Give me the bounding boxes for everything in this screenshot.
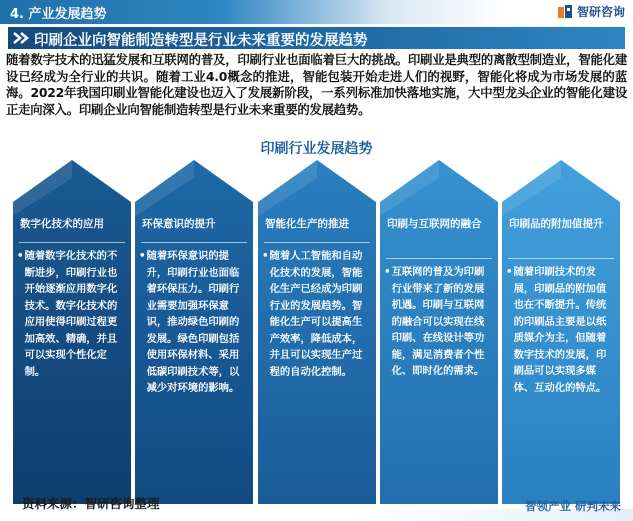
double-chevron-icon — [12, 31, 30, 45]
card-text: 随着人工智能和自动化技术的发展，智能化生产已经成为印刷行业的发展趋势。智能化生产可以提高生产效率，降低成本，并且可以实现生产过程的自动化控制。 — [269, 250, 363, 378]
card-body — [384, 264, 494, 380]
card-divider — [264, 242, 370, 243]
card-text: 随着数字化技术的不断进步，印刷行业也开始逐渐应用数字化技术。数字化技术的应用使得印刷过程更加高效、精确，并且可以实现个性化定制。 — [24, 250, 118, 378]
logo-text: 智研咨询 — [576, 5, 625, 19]
logo-icon — [557, 4, 573, 20]
bullet-icon: • — [384, 266, 391, 278]
card-title: 印刷品的附加值提升 — [509, 218, 604, 230]
card-body — [506, 264, 616, 396]
source-note: 资料来源：智研咨询整理 — [22, 496, 160, 511]
footer-slogan: 智领产业 研判未来 — [524, 499, 621, 513]
card-title: 环保意识的提升 — [142, 218, 216, 230]
bullet-icon: • — [139, 250, 146, 262]
section-title: 4. 产业发展趋势 — [10, 7, 107, 22]
card-title: 智能化生产的推进 — [265, 218, 349, 230]
card-body — [17, 248, 127, 380]
trend-card — [502, 158, 620, 504]
bullet-icon: • — [17, 250, 24, 262]
card-divider — [141, 242, 247, 243]
trend-card — [13, 158, 131, 504]
card-divider — [508, 258, 614, 259]
brand-logo — [557, 3, 625, 20]
top-header — [0, 0, 633, 24]
banner-title: 印刷企业向智能制造转型是行业未来重要的发展趋势 — [34, 33, 368, 49]
trend-card — [258, 158, 376, 504]
trend-cards — [13, 158, 620, 504]
diagram-title: 印刷行业发展趋势 — [260, 141, 373, 157]
intro-paragraph: 随着数字技术的迅猛发展和互联网的普及，印刷行业也面临着巨大的挑战。印刷业是典型的离散型制造业，智能化建设已经成为全行业的共识。随着工业4.0概念的推进，智能包装开始走进人们的视野，智能化将成为市场发展的蓝海。2022年我国印刷业智能化建设也迈入了发展新阶段，一系列标准加快落地实施，大中型龙头企业的智能化建设正走向深入。印刷企业向智能制造转型是行业未来重要的发展趋势。 — [6, 52, 627, 117]
card-divider — [19, 242, 125, 243]
trend-card — [380, 158, 498, 504]
bullet-icon: • — [262, 250, 269, 262]
card-body — [139, 248, 249, 397]
card-title: 印刷与互联网的融合 — [387, 218, 482, 230]
trend-card — [135, 158, 253, 504]
card-divider — [386, 258, 492, 259]
bullet-icon: • — [506, 266, 513, 278]
card-text: 随着印刷技术的发展，印刷品的附加值也在不断提升。传统的印刷品主要是以纸质媒介为主，但随着数字技术的发展，印刷品可以实现多媒体、互动化的特点。 — [513, 266, 607, 394]
card-title: 数字化技术的应用 — [20, 218, 104, 230]
title-banner — [8, 27, 625, 49]
card-text: 随着环保意识的提升，印刷行业也面临着环保压力。印刷行业需要加强环保意识，推动绿色印刷的发展。绿色印刷包括使用环保材料、采用低碳印刷技术等，以减少对环境的影响。 — [146, 250, 240, 394]
card-body — [262, 248, 372, 380]
card-text: 互联网的普及为印刷行业带来了新的发展机遇。印刷与互联网的融合可以实现在线印刷、在线设计等功能，满足消费者个性化、即时化的需求。 — [391, 266, 485, 377]
